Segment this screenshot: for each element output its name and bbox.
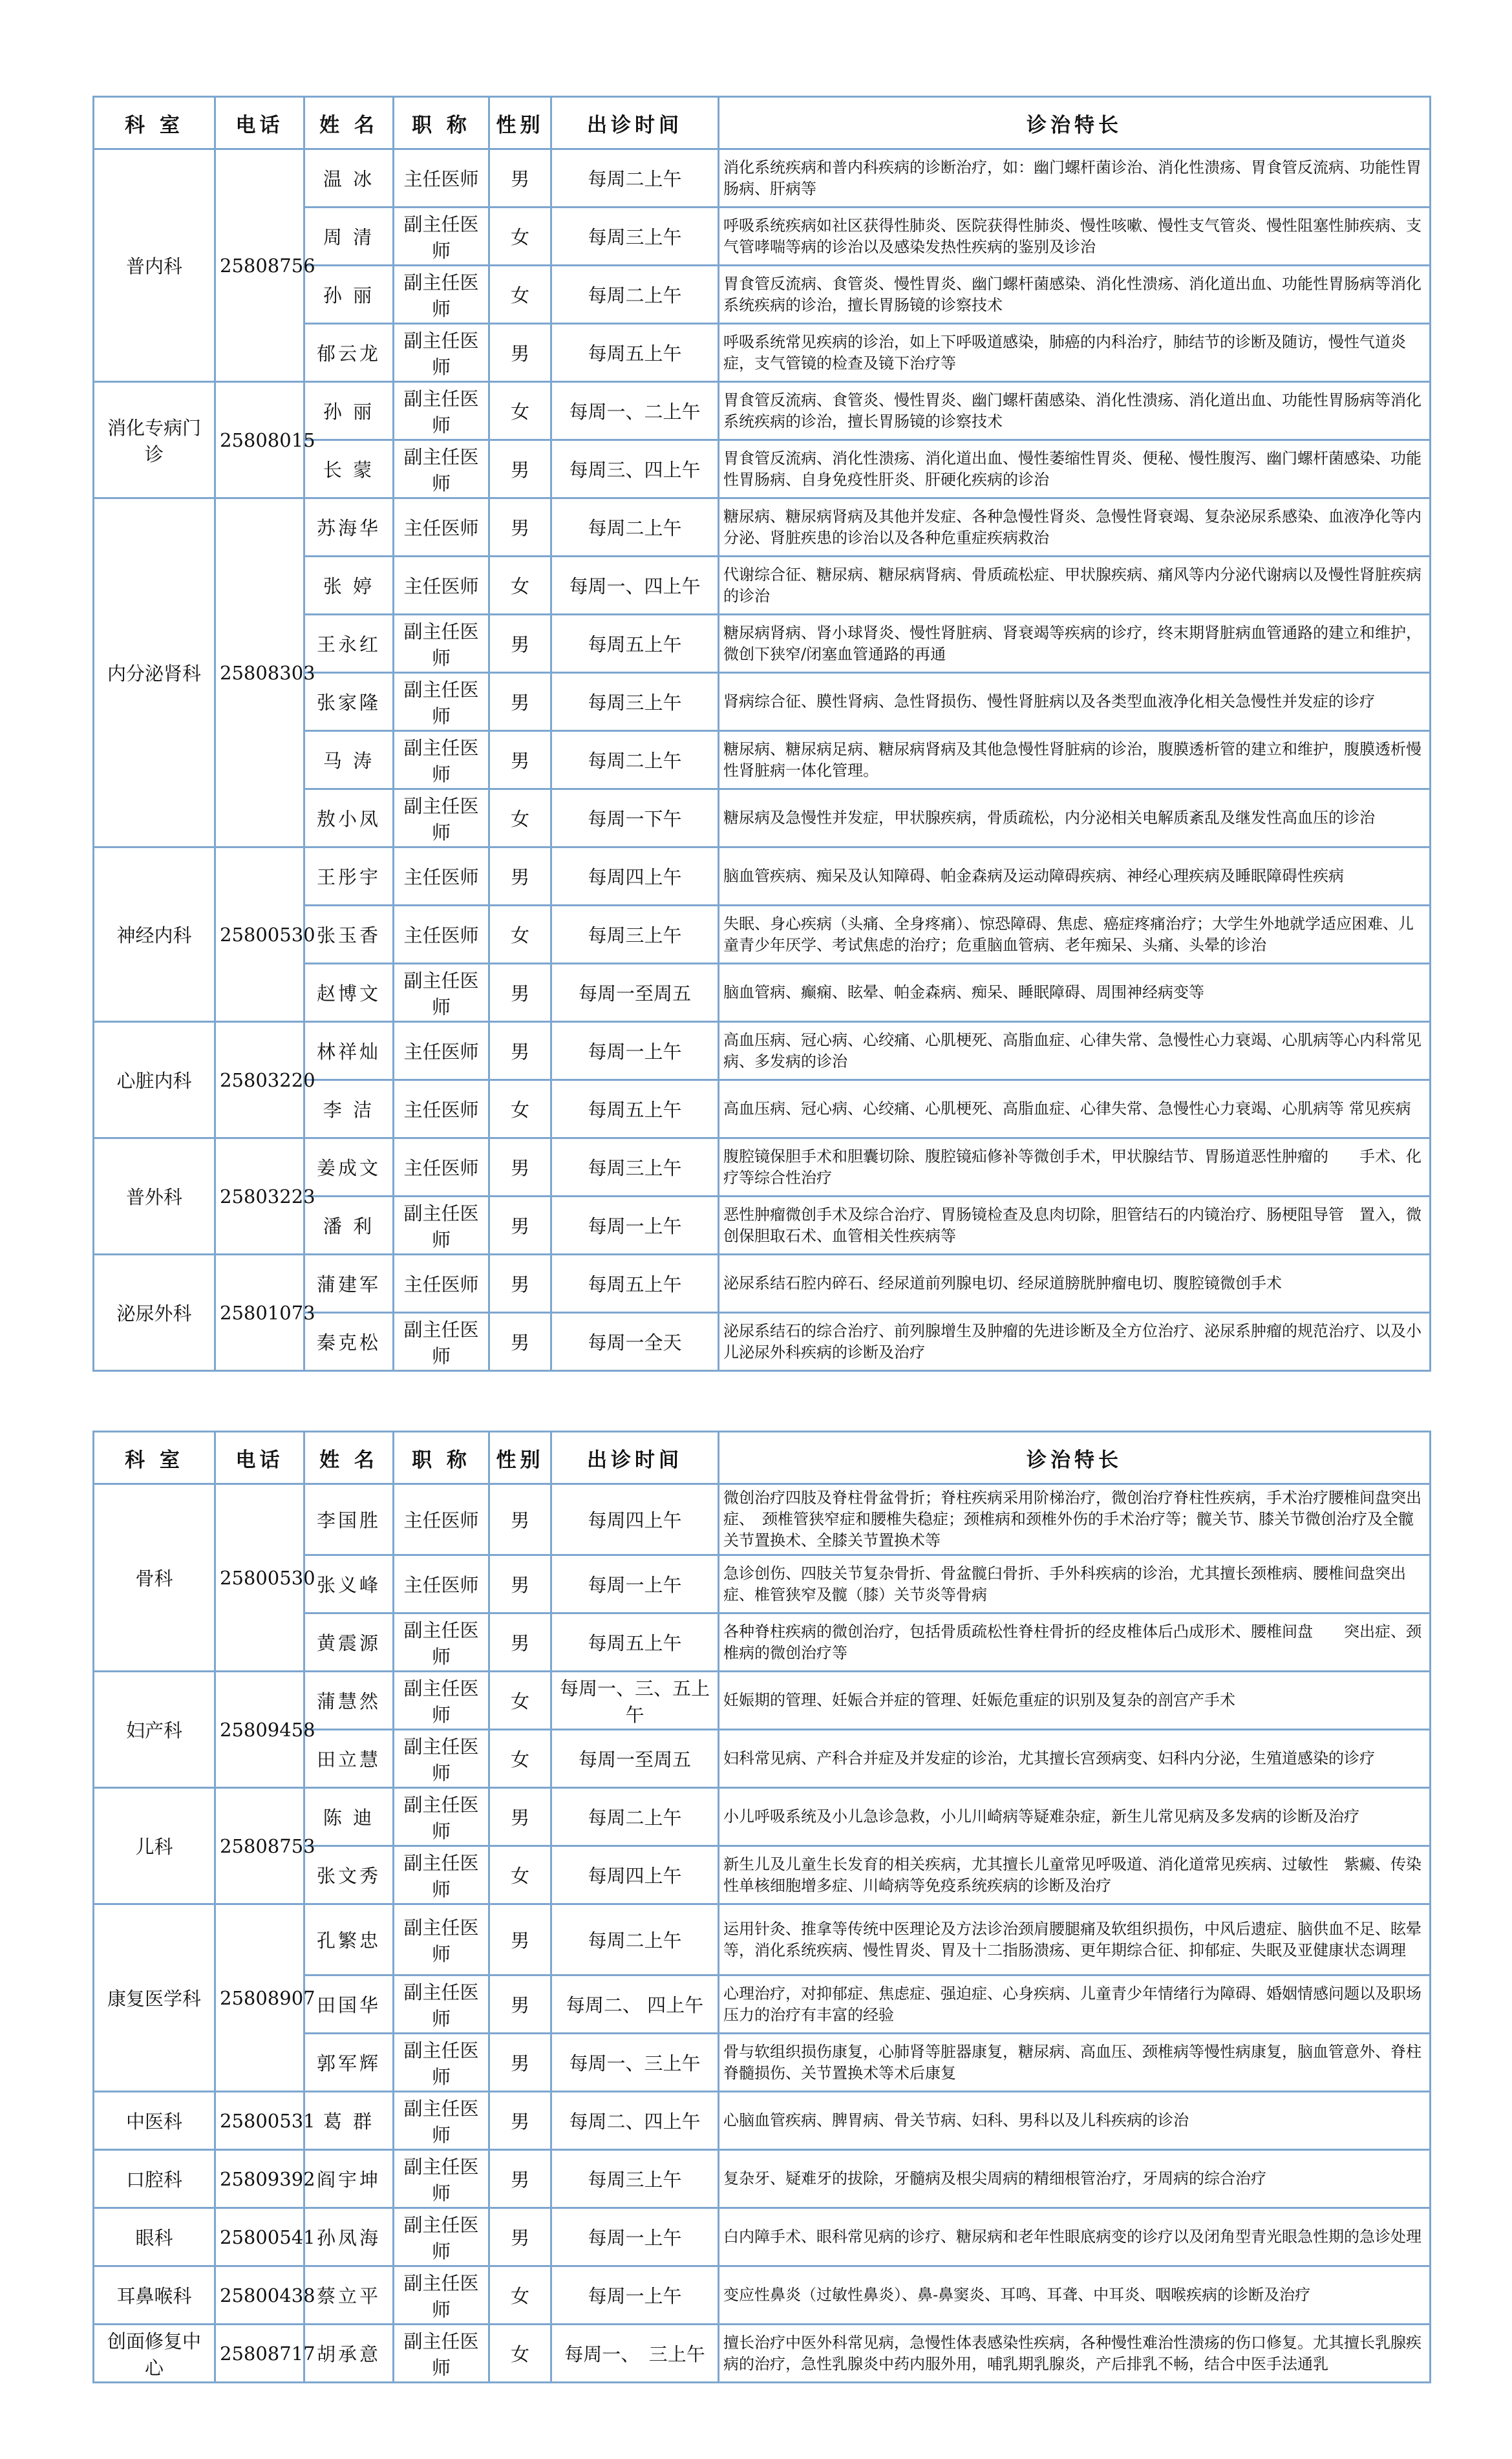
header-row [94, 1432, 1431, 1484]
doctor-name: 孙 丽 [304, 382, 394, 440]
phone-cell: 25808756 [215, 149, 304, 382]
doctor-name: 张玉香 [304, 906, 394, 964]
specialty-text: 擅长治疗中医外科常见病，急慢性体表感染性疾病，各种慢性难治性溃疡的伤口修复。尤其擅长乳腺疾病的治疗，急性乳腺炎中药内服外用，哺乳期乳腺炎，产后排乳不畅，结合中医手法通乳 [719, 2325, 1431, 2383]
clinic-time: 每周二上午 [551, 498, 719, 557]
header-row [94, 97, 1431, 149]
specialty-text: 消化系统疾病和普内科疾病的诊断治疗，如：幽门螺杆菌诊治、消化性溃疡、胃食管反流病、功能性胃肠病、肝病等 [719, 149, 1431, 208]
doctor-name: 郁云龙 [304, 324, 394, 382]
dept-cell: 心脏内科 [94, 1022, 215, 1138]
doctor-gender: 男 [489, 1904, 551, 1975]
doctor-name: 林祥灿 [304, 1022, 394, 1080]
table-row [94, 1484, 1431, 1555]
doctor-name: 李 洁 [304, 1080, 394, 1138]
dept-cell: 康复医学科 [94, 1904, 215, 2092]
dept-cell: 中医科 [94, 2092, 215, 2150]
specialty-text: 糖尿病肾病、肾小球肾炎、慢性肾脏病、肾衰竭等疾病的诊疗，终末期肾脏病血管通路的建立和维护，微创下狭窄/闭塞血管通路的再通 [719, 615, 1431, 673]
specialty-text: 高血压病、冠心病、心绞痛、心肌梗死、高脂血症、心律失常、急慢性心力衰竭、心肌病等心内科常见病、多发病的诊治 [719, 1022, 1431, 1080]
schedule-table-1 [92, 96, 1431, 1372]
clinic-time: 每周三上午 [551, 673, 719, 731]
dept-cell: 耳鼻喉科 [94, 2266, 215, 2325]
table-row [94, 1788, 1431, 1846]
doctor-title: 副主任医师 [394, 1904, 489, 1975]
clinic-time: 每周三上午 [551, 1138, 719, 1197]
specialty-text: 新生儿及儿童生长发育的相关疾病，尤其擅长儿童常见呼吸道、消化道常见疾病、过敏性 紫癜、传染性单核细胞增多症、川崎病等免疫系统疾病的诊断及治疗 [719, 1846, 1431, 1904]
specialty-text: 泌尿系结石的综合治疗、前列腺增生及肿瘤的先进诊断及全方位治疗、泌尿系肿瘤的规范治疗、以及小儿泌尿外科疾病的诊断及治疗 [719, 1313, 1431, 1371]
doctor-gender: 男 [489, 1613, 551, 1672]
doctor-title: 副主任医师 [394, 2150, 489, 2208]
doctor-gender: 女 [489, 2325, 551, 2383]
doctor-title: 主任医师 [394, 1255, 489, 1313]
doctor-gender: 男 [489, 2150, 551, 2208]
doctor-gender: 男 [489, 440, 551, 498]
doctor-title: 主任医师 [394, 557, 489, 615]
clinic-time: 每周五上午 [551, 324, 719, 382]
doctor-title: 副主任医师 [394, 2325, 489, 2383]
doctor-title: 副主任医师 [394, 324, 489, 382]
doctor-title: 主任医师 [394, 1555, 489, 1613]
doctor-title: 副主任医师 [394, 615, 489, 673]
doctor-gender: 女 [489, 1672, 551, 1730]
clinic-time: 每周一至周五 [551, 1730, 719, 1788]
specialty-text: 糖尿病及急慢性并发症，甲状腺疾病，骨质疏松，内分泌相关电解质紊乱及继发性高血压的诊治 [719, 789, 1431, 847]
table-row [94, 1022, 1431, 1080]
doctor-title: 副主任医师 [394, 1613, 489, 1672]
table-row [94, 498, 1431, 557]
clinic-time: 每周四上午 [551, 1846, 719, 1904]
doctor-gender: 女 [489, 557, 551, 615]
doctor-name: 田立慧 [304, 1730, 394, 1788]
specialty-text: 妊娠期的管理、妊娠合并症的管理、妊娠危重症的识别及复杂的剖宫产手术 [719, 1672, 1431, 1730]
specialty-text: 白内障手术、眼科常见病的诊疗、糖尿病和老年性眼底病变的诊疗以及闭角型青光眼急性期的急诊处理 [719, 2208, 1431, 2266]
doctor-title: 副主任医师 [394, 440, 489, 498]
doctor-name: 赵博文 [304, 964, 394, 1022]
doctor-gender: 女 [489, 266, 551, 324]
doctor-title: 副主任医师 [394, 208, 489, 266]
specialty-text: 腹腔镜保胆手术和胆囊切除、腹腔镜疝修补等微创手术，甲状腺结节、胃肠道恶性肿瘤的 手术、化疗等综合性治疗 [719, 1138, 1431, 1197]
specialty-text: 代谢综合征、糖尿病、糖尿病肾病、骨质疏松症、甲状腺疾病、痛风等内分泌代谢病以及慢性肾脏疾病的诊治 [719, 557, 1431, 615]
phone-cell: 25808303 [215, 498, 304, 847]
doctor-gender: 男 [489, 2034, 551, 2092]
doctor-gender: 女 [489, 906, 551, 964]
doctor-gender: 男 [489, 964, 551, 1022]
doctor-gender: 女 [489, 208, 551, 266]
clinic-time: 每周五上午 [551, 1613, 719, 1672]
clinic-time: 每周一下午 [551, 789, 719, 847]
doctor-name: 秦克松 [304, 1313, 394, 1371]
doctor-gender: 女 [489, 1080, 551, 1138]
phone-cell: 25808907 [215, 1904, 304, 2092]
doctor-name: 孙 丽 [304, 266, 394, 324]
doctor-title: 主任医师 [394, 1138, 489, 1197]
table-row [94, 2325, 1431, 2383]
phone-cell: 25801073 [215, 1255, 304, 1371]
phone-cell: 25808015 [215, 382, 304, 498]
doctor-name: 田国华 [304, 1975, 394, 2034]
specialty-text: 微创治疗四肢及脊柱骨盆骨折；脊柱疾病采用阶梯治疗，微创治疗脊柱性疾病，手术治疗腰椎间盘突出症、 颈椎管狭窄症和腰椎失稳症；颈椎病和颈椎外伤的手术治疗等；髋关节、膝关节微创治疗及全髋关节置换术、全膝关节置换术等 [719, 1484, 1431, 1555]
doctor-name: 温 冰 [304, 149, 394, 208]
doctor-name: 张 婷 [304, 557, 394, 615]
doctor-name: 潘 利 [304, 1197, 394, 1255]
doctor-name: 王永红 [304, 615, 394, 673]
doctor-gender: 男 [489, 731, 551, 789]
doctor-name: 阎宇坤 [304, 2150, 394, 2208]
clinic-time: 每周一上午 [551, 1022, 719, 1080]
specialty-text: 胃食管反流病、消化性溃疡、消化道出血、慢性萎缩性胃炎、便秘、慢性腹泻、幽门螺杆菌感染、功能性胃肠病、自身免疫性肝炎、肝硬化疾病的诊治 [719, 440, 1431, 498]
doctor-name: 姜成文 [304, 1138, 394, 1197]
doctor-title: 副主任医师 [394, 382, 489, 440]
table-row [94, 2150, 1431, 2208]
doctor-title: 副主任医师 [394, 1975, 489, 2034]
clinic-time: 每周二、 四上午 [551, 1975, 719, 2034]
doctor-gender: 女 [489, 1730, 551, 1788]
phone-cell: 25800530 [215, 1484, 304, 1672]
phone-cell: 25808753 [215, 1788, 304, 1904]
schedule-table-2 [92, 1431, 1431, 2383]
header-gender: 性别 [489, 1432, 551, 1484]
phone-cell: 25800531 [215, 2092, 304, 2150]
clinic-time: 每周四上午 [551, 847, 719, 906]
clinic-time: 每周五上午 [551, 1255, 719, 1313]
doctor-title: 主任医师 [394, 1080, 489, 1138]
doctor-title: 主任医师 [394, 1022, 489, 1080]
clinic-time: 每周三上午 [551, 2150, 719, 2208]
specialty-text: 泌尿系结石腔内碎石、经尿道前列腺电切、经尿道膀胱肿瘤电切、腹腔镜微创手术 [719, 1255, 1431, 1313]
doctor-name: 张文秀 [304, 1846, 394, 1904]
doctor-title: 副主任医师 [394, 673, 489, 731]
clinic-time: 每周一、三、五上午 [551, 1672, 719, 1730]
doctor-name: 黄震源 [304, 1613, 394, 1672]
specialty-text: 脑血管病、癫痫、眩晕、帕金森病、痴呆、睡眠障碍、周围神经病变等 [719, 964, 1431, 1022]
specialty-text: 变应性鼻炎（过敏性鼻炎）、鼻-鼻窦炎、耳鸣、耳聋、中耳炎、咽喉疾病的诊断及治疗 [719, 2266, 1431, 2325]
clinic-time: 每周二上午 [551, 1904, 719, 1975]
clinic-time: 每周二上午 [551, 1788, 719, 1846]
table-row [94, 847, 1431, 906]
doctor-name: 葛 群 [304, 2092, 394, 2150]
clinic-time: 每周五上午 [551, 1080, 719, 1138]
doctor-gender: 女 [489, 382, 551, 440]
doctor-gender: 男 [489, 2208, 551, 2266]
header-name: 姓 名 [304, 97, 394, 149]
clinic-time: 每周一上午 [551, 2208, 719, 2266]
phone-cell: 25800438 [215, 2266, 304, 2325]
doctor-title: 副主任医师 [394, 2208, 489, 2266]
doctor-name: 马 涛 [304, 731, 394, 789]
specialty-text: 糖尿病、糖尿病足病、糖尿病肾病及其他急慢性肾脏病的诊治，腹膜透析管的建立和维护，腹膜透析慢性肾脏病一体化管理。 [719, 731, 1431, 789]
doctor-title: 副主任医师 [394, 1846, 489, 1904]
doctor-title: 副主任医师 [394, 2092, 489, 2150]
clinic-time: 每周三上午 [551, 208, 719, 266]
specialty-text: 胃食管反流病、食管炎、慢性胃炎、幽门螺杆菌感染、消化性溃疡、消化道出血、功能性胃肠病等消化系统疾病的诊治，擅长胃肠镜的诊察技术 [719, 382, 1431, 440]
doctor-title: 副主任医师 [394, 1672, 489, 1730]
specialty-text: 骨与软组织损伤康复，心肺肾等脏器康复，糖尿病、高血压、颈椎病等慢性病康复，脑血管意外、脊柱脊髓损伤、关节置换术等术后康复 [719, 2034, 1431, 2092]
doctor-name: 李国胜 [304, 1484, 394, 1555]
doctor-gender: 男 [489, 498, 551, 557]
clinic-time: 每周一上午 [551, 2266, 719, 2325]
dept-cell: 普外科 [94, 1138, 215, 1255]
doctor-name: 敖小凤 [304, 789, 394, 847]
doctor-title: 主任医师 [394, 498, 489, 557]
doctor-gender: 男 [489, 1138, 551, 1197]
doctor-name: 陈 迪 [304, 1788, 394, 1846]
specialty-text: 各种脊柱疾病的微创治疗，包括骨质疏松性脊柱骨折的经皮椎体后凸成形术、腰椎间盘 突出症、颈椎病的微创治疗等 [719, 1613, 1431, 1672]
doctor-gender: 男 [489, 1313, 551, 1371]
specialty-text: 急诊创伤、四肢关节复杂骨折、骨盆髋臼骨折、手外科疾病的诊治，尤其擅长颈椎病、腰椎间盘突出症、椎管狭窄及髋（膝）关节炎等骨病 [719, 1555, 1431, 1613]
header-title: 职 称 [394, 1432, 489, 1484]
table-body-1 [94, 149, 1431, 1371]
clinic-time: 每周一上午 [551, 1555, 719, 1613]
doctor-gender: 女 [489, 2266, 551, 2325]
clinic-time: 每周二上午 [551, 266, 719, 324]
doctor-name: 王彤宇 [304, 847, 394, 906]
dept-cell: 消化专病门诊 [94, 382, 215, 498]
phone-cell: 25803220 [215, 1022, 304, 1138]
doctor-title: 副主任医师 [394, 1313, 489, 1371]
clinic-time: 每周二上午 [551, 149, 719, 208]
header-phone: 电话 [215, 1432, 304, 1484]
clinic-time: 每周五上午 [551, 615, 719, 673]
clinic-time: 每周二、四上午 [551, 2092, 719, 2150]
dept-cell: 泌尿外科 [94, 1255, 215, 1371]
header-name: 姓 名 [304, 1432, 394, 1484]
table-row [94, 2266, 1431, 2325]
doctor-gender: 女 [489, 789, 551, 847]
table-row [94, 2092, 1431, 2150]
header-dept: 科 室 [94, 1432, 215, 1484]
specialty-text: 高血压病、冠心病、心绞痛、心肌梗死、高脂血症、心律失常、急慢性心力衰竭、心肌病等 常见疾病 [719, 1080, 1431, 1138]
doctor-gender: 男 [489, 1022, 551, 1080]
header-gender: 性别 [489, 97, 551, 149]
doctor-title: 主任医师 [394, 1484, 489, 1555]
doctor-gender: 男 [489, 1255, 551, 1313]
doctor-gender: 女 [489, 1846, 551, 1904]
dept-cell: 内分泌肾科 [94, 498, 215, 847]
doctor-gender: 男 [489, 1788, 551, 1846]
phone-cell: 25803223 [215, 1138, 304, 1255]
doctor-name: 长 蒙 [304, 440, 394, 498]
doctor-name: 张家隆 [304, 673, 394, 731]
table-row [94, 2208, 1431, 2266]
phone-cell: 25800530 [215, 847, 304, 1022]
doctor-title: 副主任医师 [394, 2034, 489, 2092]
doctor-gender: 男 [489, 1555, 551, 1613]
doctor-gender: 男 [489, 615, 551, 673]
doctor-title: 主任医师 [394, 906, 489, 964]
doctor-title: 副主任医师 [394, 1788, 489, 1846]
doctor-name: 苏海华 [304, 498, 394, 557]
doctor-gender: 男 [489, 149, 551, 208]
doctor-title: 副主任医师 [394, 2266, 489, 2325]
clinic-time: 每周三、四上午 [551, 440, 719, 498]
doctor-gender: 男 [489, 1975, 551, 2034]
specialty-text: 妇科常见病、产科合并症及并发症的诊治，尤其擅长宫颈病变、妇科内分泌，生殖道感染的诊疗 [719, 1730, 1431, 1788]
clinic-time: 每周四上午 [551, 1484, 719, 1555]
specialty-text: 失眠、身心疾病（头痛、全身疼痛）、惊恐障碍、焦虑、癌症疼痛治疗；大学生外地就学适应困难、儿童青少年厌学、考试焦虑的治疗；危重脑血管病、老年痴呆、头痛、头晕的诊治 [719, 906, 1431, 964]
dept-cell: 神经内科 [94, 847, 215, 1022]
table-body-2 [94, 1484, 1431, 2383]
dept-cell: 口腔科 [94, 2150, 215, 2208]
doctor-gender: 男 [489, 324, 551, 382]
dept-cell: 眼科 [94, 2208, 215, 2266]
specialty-text: 胃食管反流病、食管炎、慢性胃炎、幽门螺杆菌感染、消化性溃疡、消化道出血、功能性胃肠病等消化系统疾病的诊治，擅长胃肠镜的诊察技术 [719, 266, 1431, 324]
clinic-time: 每周一、二上午 [551, 382, 719, 440]
specialty-text: 肾病综合征、膜性肾病、急性肾损伤、慢性肾脏病以及各类型血液净化相关急慢性并发症的诊疗 [719, 673, 1431, 731]
specialty-text: 小儿呼吸系统及小儿急诊急救，小儿川崎病等疑难杂症，新生儿常见病及多发病的诊断及治疗 [719, 1788, 1431, 1846]
header-spec: 诊治特长 [719, 1432, 1431, 1484]
clinic-time: 每周一、三上午 [551, 2034, 719, 2092]
clinic-time: 每周三上午 [551, 906, 719, 964]
clinic-time: 每周二上午 [551, 731, 719, 789]
doctor-name: 胡承意 [304, 2325, 394, 2383]
header-dept: 科 室 [94, 97, 215, 149]
doctor-title: 副主任医师 [394, 789, 489, 847]
doctor-gender: 男 [489, 673, 551, 731]
doctor-name: 蒲慧然 [304, 1672, 394, 1730]
doctor-name: 周 清 [304, 208, 394, 266]
clinic-time: 每周一、 三上午 [551, 2325, 719, 2383]
clinic-time: 每周一、四上午 [551, 557, 719, 615]
header-spec: 诊治特长 [719, 97, 1431, 149]
specialty-text: 呼吸系统疾病如社区获得性肺炎、医院获得性肺炎、慢性咳嗽、慢性支气管炎、慢性阻塞性肺疾病、支气管哮喘等病的诊治以及感染发热性疾病的鉴别及诊治 [719, 208, 1431, 266]
doctor-gender: 男 [489, 2092, 551, 2150]
specialty-text: 糖尿病、糖尿病肾病及其他并发症、各种急慢性肾炎、急慢性肾衰竭、复杂泌尿系感染、血液净化等内分泌、肾脏疾患的诊治以及各种危重症疾病救治 [719, 498, 1431, 557]
doctor-title: 主任医师 [394, 149, 489, 208]
clinic-time: 每周一上午 [551, 1197, 719, 1255]
clinic-time: 每周一至周五 [551, 964, 719, 1022]
doctor-name: 孙凤海 [304, 2208, 394, 2266]
doctor-title: 副主任医师 [394, 1730, 489, 1788]
dept-cell: 骨科 [94, 1484, 215, 1672]
doctor-name: 蒲建军 [304, 1255, 394, 1313]
dept-cell: 创面修复中心 [94, 2325, 215, 2383]
doctor-name: 蔡立平 [304, 2266, 394, 2325]
phone-cell: 25800541 [215, 2208, 304, 2266]
dept-cell: 普内科 [94, 149, 215, 382]
doctor-name: 郭军辉 [304, 2034, 394, 2092]
doctor-title: 主任医师 [394, 847, 489, 906]
phone-cell: 25808717 [215, 2325, 304, 2383]
dept-cell: 妇产科 [94, 1672, 215, 1788]
specialty-text: 心理治疗，对抑郁症、焦虑症、强迫症、心身疾病、儿童青少年情绪行为障碍、婚姻情感问题以及职场压力的治疗有丰富的经验 [719, 1975, 1431, 2034]
specialty-text: 复杂牙、疑难牙的拔除，牙髓病及根尖周病的精细根管治疗，牙周病的综合治疗 [719, 2150, 1431, 2208]
doctor-title: 副主任医师 [394, 266, 489, 324]
doctor-gender: 男 [489, 1484, 551, 1555]
specialty-text: 恶性肿瘤微创手术及综合治疗、胃肠镜检查及息肉切除，胆管结石的内镜治疗、肠梗阻导管 置入，微创保胆取石术、血管相关性疾病等 [719, 1197, 1431, 1255]
phone-cell: 25809392 [215, 2150, 304, 2208]
header-time: 出诊时间 [551, 1432, 719, 1484]
doctor-name: 孔繁忠 [304, 1904, 394, 1975]
specialty-text: 呼吸系统常见疾病的诊治，如上下呼吸道感染，肺癌的内科治疗，肺结节的诊断及随访，慢性气道炎症，支气管镜的检查及镜下治疗等 [719, 324, 1431, 382]
doctor-gender: 男 [489, 847, 551, 906]
header-title: 职 称 [394, 97, 489, 149]
table-row [94, 382, 1431, 440]
table-row [94, 1255, 1431, 1313]
table-row [94, 1672, 1431, 1730]
specialty-text: 运用针灸、推拿等传统中医理论及方法诊治颈肩腰腿痛及软组织损伤，中风后遗症、脑供血不足、眩晕等，消化系统疾病、慢性胃炎、胃及十二指肠溃疡、更年期综合征、抑郁症、失眠及亚健康状态调理 [719, 1904, 1431, 1975]
table-row [94, 1138, 1431, 1197]
specialty-text: 心脑血管疾病、脾胃病、骨关节病、妇科、男科以及儿科疾病的诊治 [719, 2092, 1431, 2150]
doctor-title: 副主任医师 [394, 1197, 489, 1255]
doctor-title: 副主任医师 [394, 731, 489, 789]
doctor-title: 副主任医师 [394, 964, 489, 1022]
clinic-time: 每周一全天 [551, 1313, 719, 1371]
table-row [94, 1904, 1431, 1975]
doctor-name: 张义峰 [304, 1555, 394, 1613]
specialty-text: 脑血管疾病、痴呆及认知障碍、帕金森病及运动障碍疾病、神经心理疾病及睡眠障碍性疾病 [719, 847, 1431, 906]
dept-cell: 儿科 [94, 1788, 215, 1904]
doctor-gender: 男 [489, 1197, 551, 1255]
header-phone: 电话 [215, 97, 304, 149]
header-time: 出诊时间 [551, 97, 719, 149]
table-row [94, 149, 1431, 208]
phone-cell: 25809458 [215, 1672, 304, 1788]
